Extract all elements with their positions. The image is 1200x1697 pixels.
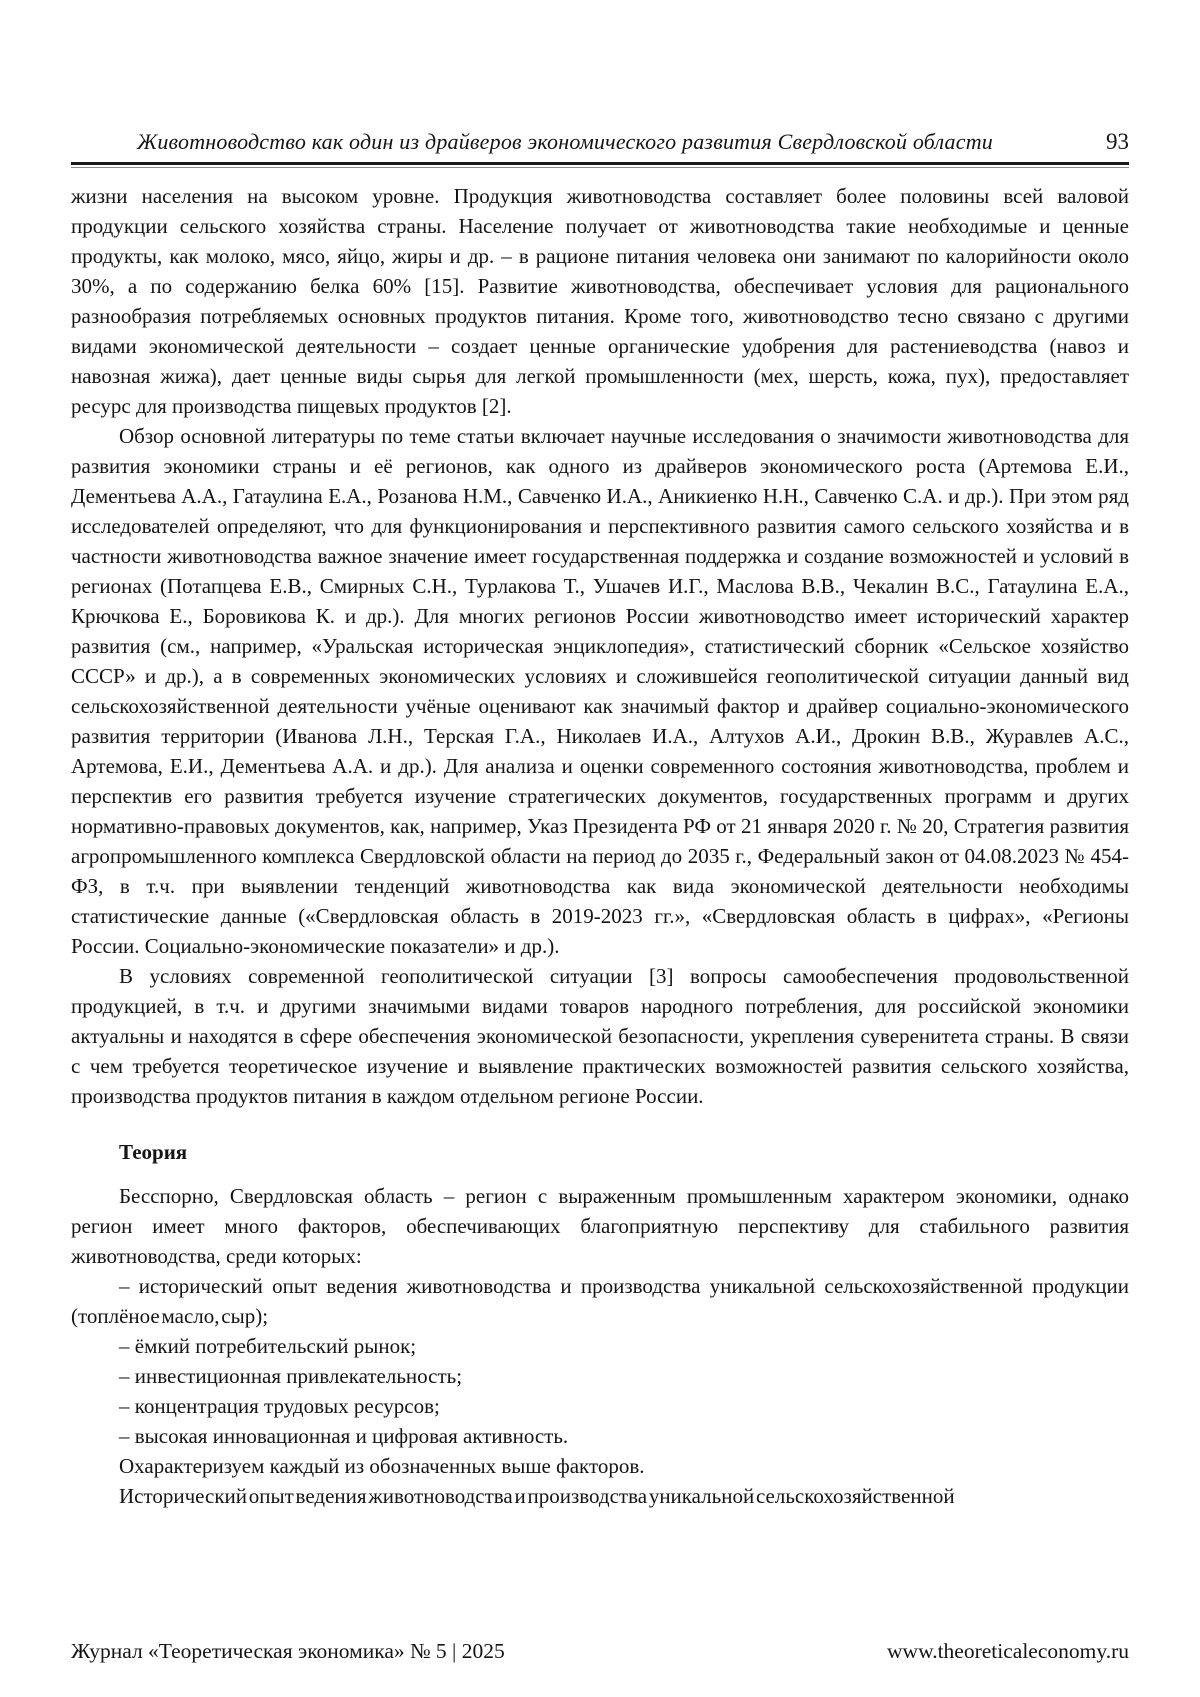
article-body xyxy=(71,181,1129,1511)
running-head xyxy=(71,128,1129,156)
page-footer xyxy=(71,1639,1129,1664)
list-item-investment-attractiveness: – инвестиционная привлекательность; xyxy=(119,1364,463,1388)
list-item-consumer-market: – ёмкий потребительский рынок; xyxy=(119,1334,417,1358)
journal-name: Журнал «Теоретическая экономика» № 5 | 2025 xyxy=(71,1639,505,1663)
list-item-historical-experience: – исторический опыт ведения животноводства и производства уникальной сельскохозяйственной продукции (топлёное масло, сыр); xyxy=(71,1274,1129,1328)
paragraph-factors-intro: Бесспорно, Свердловская область – регион с выраженным промышленным характером экономики, однако регион имеет много факторов, обеспечивающих благоприятную перспективу для стабильного развития животноводства, среди которых: xyxy=(71,1184,1129,1268)
paragraph-historical-experience-start: Исторический опыт ведения животноводства и производства уникальной сельскохозяйственной xyxy=(119,1484,955,1508)
paragraph-continued: жизни населения на высоком уровне. Продукция животноводства составляет более половины всей валовой продукции сельского хозяйства страны. Население получает от животноводства такие необходимые и ценные продукты, как молоко, мясо, яйцо, жиры и др. – в рационе питания человека они занимают по калорийности около 30%, а по содержанию белка 60% [15]. Развитие животноводства, обеспечивает условия для рационального разнообразия потребляемых основных продуктов питания. Кроме того, животноводство тесно связано с другими видами экономической деятельности – создает ценные органические удобрения для растениеводства (навоз и навозная жижа), дает ценные виды сырья для легкой промышленности (мех, шерсть, кожа, пух), предоставляет ресурс для производства пищевых продуктов [2]. xyxy=(71,184,1129,418)
page-number: 93 xyxy=(1106,129,1129,154)
section-heading-theory: Теория xyxy=(119,1140,188,1164)
journal-website: www.theoreticaleconomy.ru xyxy=(887,1639,1129,1663)
paragraph-geopolitics: В условиях современной геополитической ситуации [3] вопросы самообеспечения продовольственной продукцией, в т.ч. и другими значимыми видами товаров народного потребления, для российской экономики актуальны и находятся в сфере обеспечения экономической безопасности, укрепления суверенитета страны. В связи с чем требуется теоретическое изучение и выявление практических возможностей развития сельского хозяйства, производства продуктов питания в каждом отдельном регионе России. xyxy=(71,964,1129,1108)
paragraph-characterize-factors: Охарактеризуем каждый из обозначенных выше факторов. xyxy=(119,1454,645,1478)
page-header xyxy=(71,0,1129,168)
header-rule-thin xyxy=(71,167,1129,168)
header-rule-thick xyxy=(71,162,1129,165)
running-title: Животноводство как один из драйверов экономического развития Свердловской области xyxy=(137,129,993,154)
list-item-innovation-activity: – высокая инновационная и цифровая активность. xyxy=(119,1424,569,1448)
paragraph-literature-review: Обзор основной литературы по теме статьи включает научные исследования о значимости животноводства для развития экономики страны и её регионов, как одного из драйверов экономического роста (Артемова Е.И., Дементьева А.А., Гатаулина Е.А., Розанова Н.М., Савченко И.А., Аникиенко Н.Н., Савченко С.А. и др.). При этом ряд исследователей определяют, что для функционирования и перспективного развития самого сельского хозяйства и в частности животноводства важное значение имеет государственная поддержка и создание возможностей и условий в регионах (Потапцева Е.В., Смирных С.Н., Турлакова Т., Ушачев И.Г., Маслова В.В., Чекалин В.С., Гатаулина Е.А., Крючкова Е., Боровикова К. и др.). Для многих регионов России животноводство имеет исторический характер развития (см., например, «Уральская историческая энциклопедия», статистический сборник «Сельское хозяйство СССР» и др.), а в современных экономических условиях и сложившейся геополитической ситуации данный вид сельскохозяйственной деятельности учёные оценивают как значимый фактор и драйвер социально-экономического развития территории (Иванова Л.Н., Терская Г.А., Николаев И.А., Алтухов А.И., Дрокин В.В., Журавлев А.С., Артемова, Е.И., Дементьева А.А. и др.). Для анализа и оценки современного состояния животноводства, проблем и перспектив его развития требуется изучение стратегических документов, государственных программ и других нормативно-правовых документов, как, например, Указ Президента РФ от 21 января 2020 г. № 20, Стратегия развития агропромышленного комплекса Свердловской области на период до 2035 г., Федеральный закон от 04.08.2023 № 454-ФЗ, в т.ч. при выявлении тенденций животноводства как вида экономической деятельности необходимы статистические данные («Свердловская область в 2019-2023 гг.», «Свердловская область в цифрах», «Регионы России. Социально-экономические показатели» и др.). xyxy=(71,424,1129,958)
list-item-labor-resources: – концентрация трудовых ресурсов; xyxy=(119,1394,440,1418)
